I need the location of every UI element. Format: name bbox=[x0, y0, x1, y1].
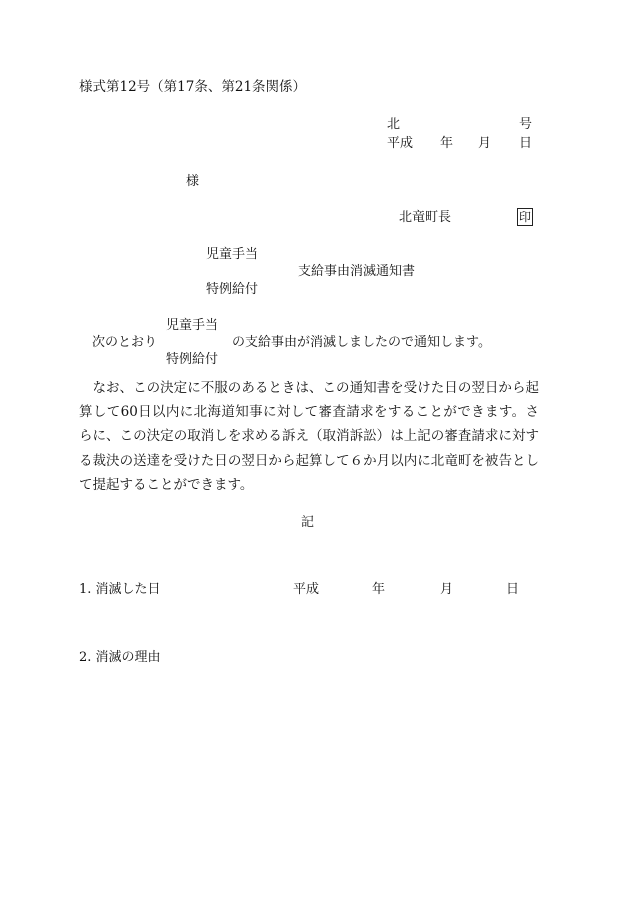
addressee-honorific: 様 bbox=[186, 174, 200, 189]
item1-era: 平成 bbox=[293, 582, 320, 597]
item1-month: 月 bbox=[440, 582, 454, 597]
item1-label: 1. 消滅した日 bbox=[79, 582, 161, 597]
notice-option-special-benefit: 特例給付 bbox=[166, 352, 219, 367]
seal-mark bbox=[517, 208, 533, 226]
item1-year: 年 bbox=[372, 582, 386, 597]
issue-date-day: 日 bbox=[519, 136, 533, 151]
appeal-paragraph: なお、この決定に不服のあるときは、この通知書を受けた日の翌日から起算して60日以内に北海道知事に対して審査請求をすることができます。さらに、この決定の取消しを求める訴え（取消訴訟）は上記の審査請求に対する裁決の送達を受けた日の翌日から起算して６か月以内に北竜町を被告として提起することができます。 bbox=[79, 380, 539, 493]
ki-label: 記 bbox=[301, 515, 315, 530]
sender-title: 北竜町長 bbox=[399, 210, 452, 225]
seal-glyph: 印 bbox=[518, 210, 531, 224]
notice-option-child-allowance: 児童手当 bbox=[166, 318, 219, 333]
title-option-child-allowance: 児童手当 bbox=[206, 247, 259, 262]
form-header: 様式第12号（第17条、第21条関係） bbox=[79, 79, 307, 95]
title-option-special-benefit: 特例給付 bbox=[206, 282, 259, 297]
document-number-label: 号 bbox=[519, 117, 533, 132]
notice-suffix: の支給事由が消滅しましたので通知します。 bbox=[232, 335, 491, 350]
document-title: 支給事由消滅通知書 bbox=[298, 264, 416, 279]
issue-date-year: 年 bbox=[440, 136, 454, 151]
item2-label: 2. 消滅の理由 bbox=[79, 650, 161, 665]
item1-day: 日 bbox=[506, 582, 520, 597]
issuer-north-label: 北 bbox=[387, 117, 401, 132]
notice-prefix: 次のとおり bbox=[92, 335, 158, 350]
issue-date-era: 平成 bbox=[387, 136, 414, 151]
issue-date-month: 月 bbox=[478, 136, 492, 151]
